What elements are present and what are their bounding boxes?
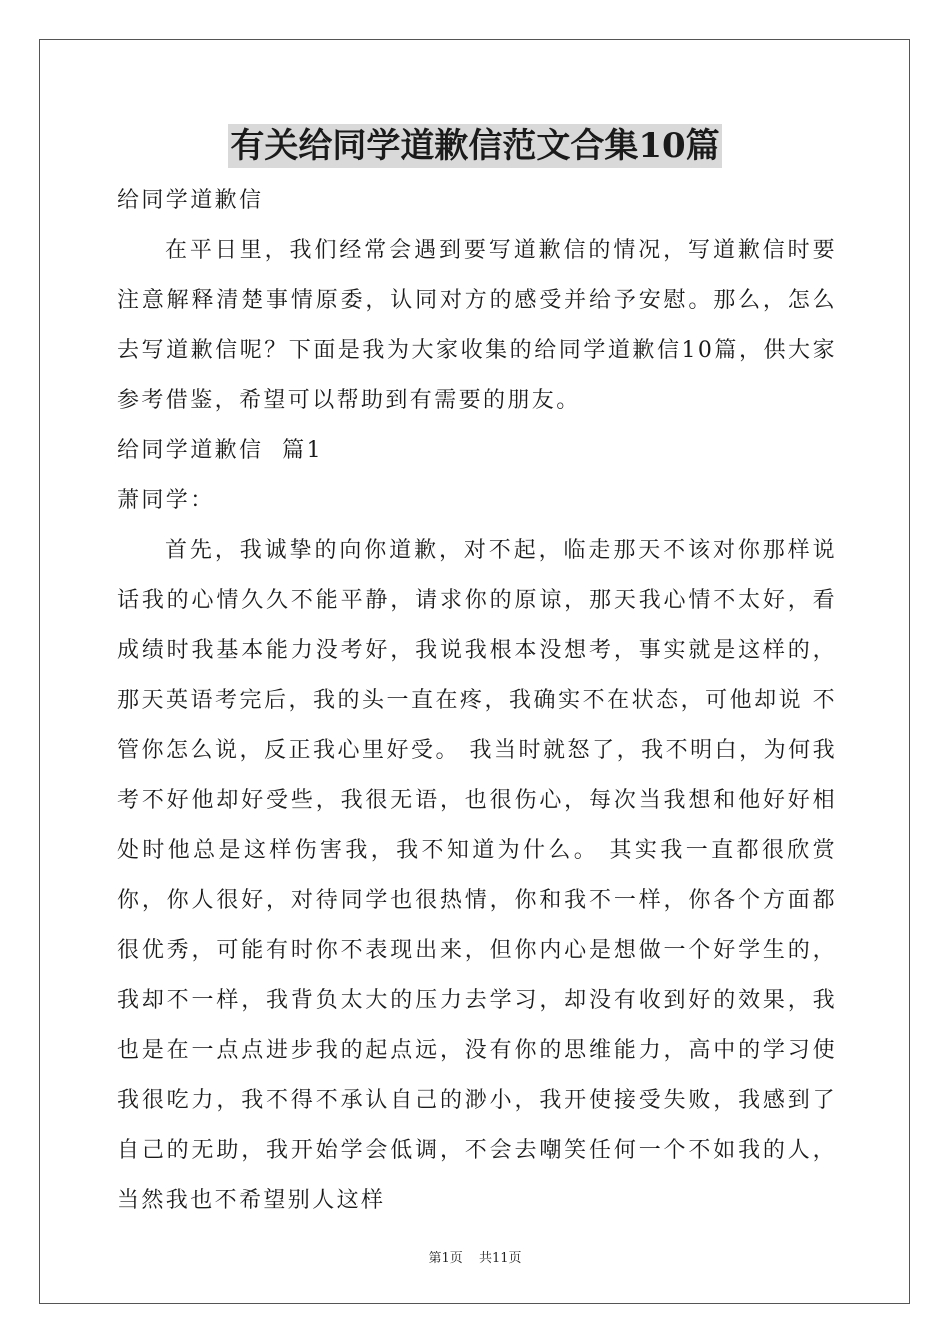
letter-section-title: 给同学道歉信 篇1 [117,438,323,463]
document-body [117,176,837,1226]
page-number: 第1页 [428,1251,463,1266]
letter-salutation: 萧同学： [117,488,215,513]
page-footer [0,1247,950,1266]
section-heading: 给同学道歉信 [117,188,264,213]
intro-paragraph: 在平日里，我们经常会遇到要写道歉信的情况，写道歉信时要注意解释清楚事情原委，认同对方的感受并给予安慰。那么，怎么去写道歉信呢？下面是我为大家收集的给同学道歉信10篇，供大家参考借鉴，希望可以帮助到有需要的朋友。 [117,238,837,413]
title-container [0,124,950,168]
document-title: 有关给同学道歉信范文合集10篇 [230,126,720,166]
page-total: 共11页 [478,1251,522,1266]
letter-body-paragraph: 首先，我诚挚的向你道歉，对不起，临走那天不该对你那样说话我的心情久久不能平静，请求你的原谅，那天我心情不太好，看成绩时我基本能力没考好，我说我根本没想考，事实就是这样的，那天英语考完后，我的头一直在疼，我确实不在状态，可他却说 不管你怎么说，反正我心里好受。 我当时就怒了，我不明白，为何我考不好他却好受些，我很无语，也很伤心，每次当我想和他好好相处时他总是这样伤害我，我不知道为什么。 其实我一直都很欣赏你，你人很好，对待同学也很热情，你和我不一样，你各个方面都很优秀，可能有时你不表现出来，但你内心是想做一个好学生的，我却不一样，我背负太大的压力去学习，却没有收到好的效果，我也是在一点点进步我的起点远，没有你的思维能力，高中的学习使我很吃力，我不得不承认自己的渺小，我开使接受失败，我感到了自己的无助，我开始学会低调，不会去嘲笑任何一个不如我的人，当然我也不希望别人这样 [117,538,837,1213]
